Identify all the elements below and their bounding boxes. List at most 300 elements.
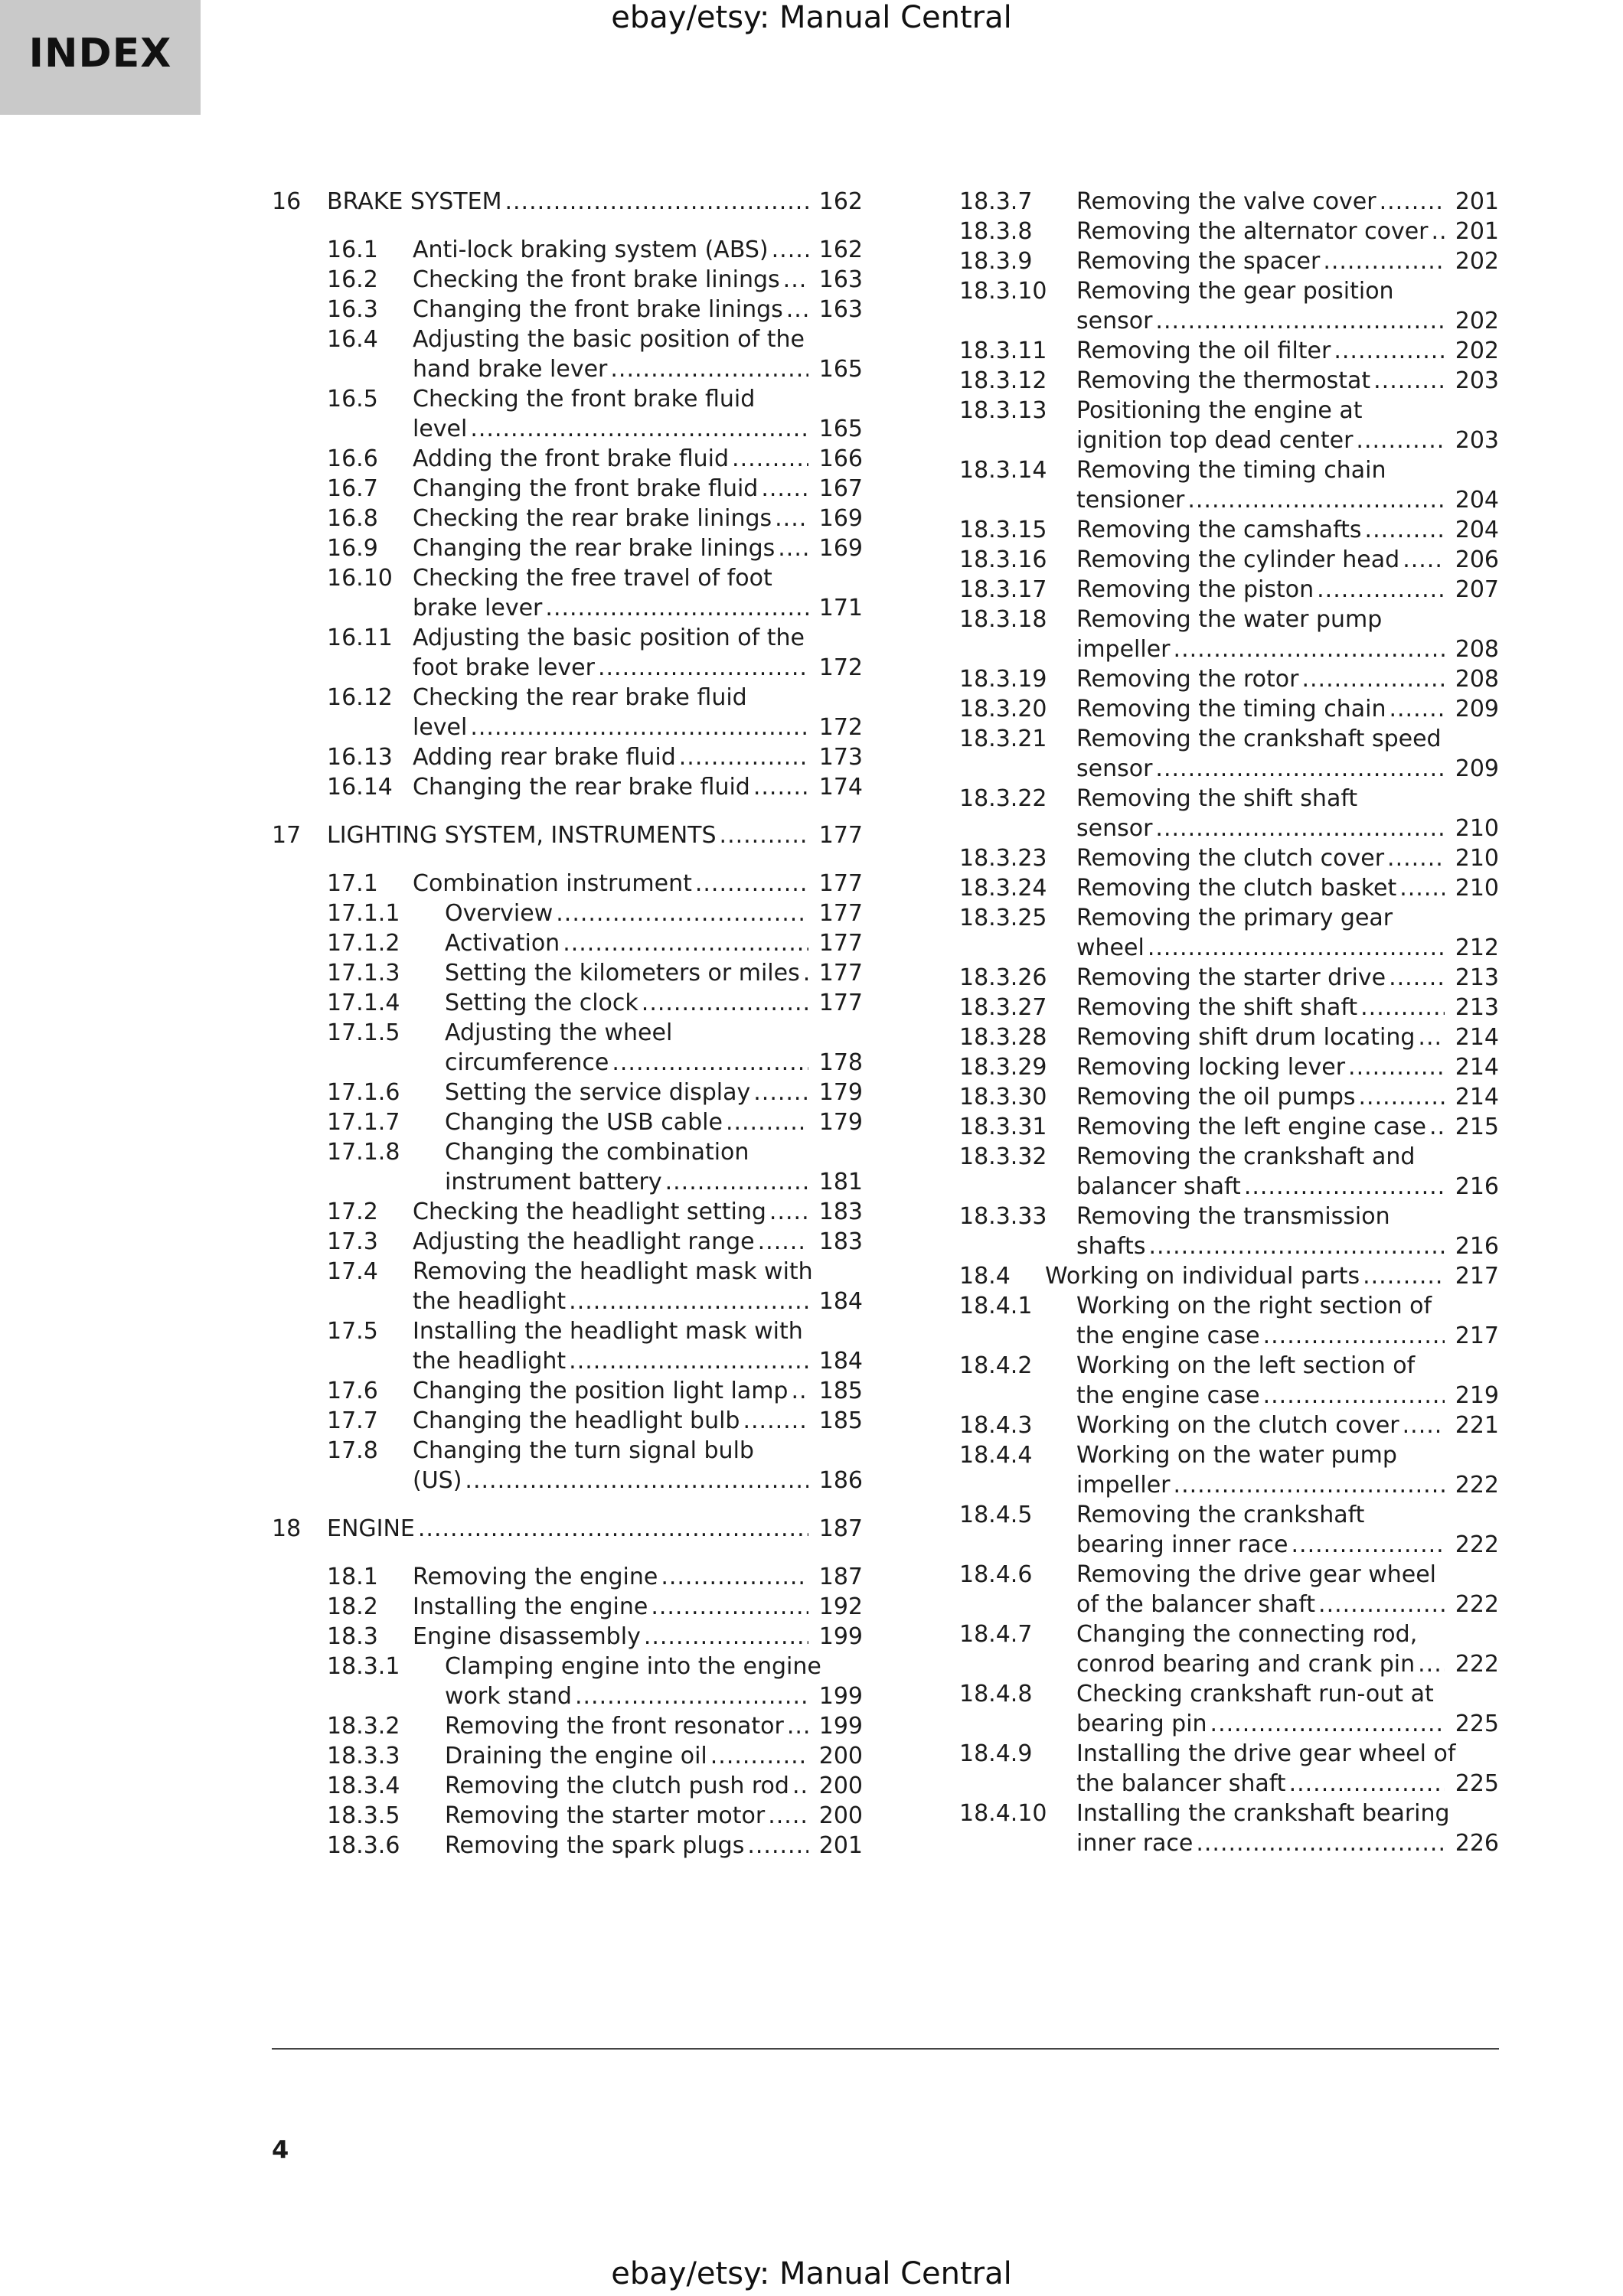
toc-entry[interactable] <box>272 1436 863 1495</box>
toc-entry-title: impeller <box>1076 636 1171 663</box>
toc-entry-title: Removing the thermostat <box>1076 367 1371 394</box>
toc-entry-number: 17.1 <box>327 870 378 897</box>
toc-entry-number: 17.1.5 <box>327 1019 400 1046</box>
toc-entry-title: Activation <box>445 930 560 957</box>
toc-entry-page: 214 <box>1455 1084 1499 1110</box>
toc-entry[interactable] <box>959 545 1499 575</box>
toc-entry-title: Adjusting the headlight range <box>413 1228 755 1255</box>
toc-entry-title: Removing the starter drive <box>1076 964 1386 991</box>
toc-entry-page: 167 <box>818 475 863 502</box>
toc-entry[interactable] <box>272 742 863 772</box>
toc-leader-dots <box>1389 694 1444 724</box>
toc-entry-number: 18.3.11 <box>959 338 1047 364</box>
toc-entry-title: the engine case <box>1076 1322 1260 1349</box>
toc-entry-page: 214 <box>1455 1054 1499 1081</box>
toc-entry-number: 18.4.9 <box>959 1740 1033 1767</box>
toc-leader-dots <box>710 1741 808 1771</box>
toc-entry-number: 18.3 <box>327 1623 378 1650</box>
toc-entry-page: 181 <box>818 1169 863 1195</box>
toc-entry-number: 18.1 <box>327 1564 378 1590</box>
toc-entry-title: brake lever <box>413 595 543 621</box>
toc-leader-dots <box>545 593 808 623</box>
toc-entry[interactable] <box>272 235 863 265</box>
toc-entry-title: Changing the turn signal bulb <box>413 1437 754 1464</box>
toc-entry[interactable] <box>959 1022 1499 1052</box>
toc-entry-title: Checking the front brake fluid <box>413 386 756 413</box>
toc-leader-dots <box>1317 575 1445 605</box>
toc-entry-title: Removing the clutch cover <box>1076 845 1385 872</box>
toc-entry[interactable] <box>272 325 863 384</box>
toc-entry[interactable] <box>959 1440 1499 1500</box>
toc-leader-dots <box>1418 1022 1444 1052</box>
toc-entry[interactable] <box>272 1831 863 1861</box>
toc-entry-title: Removing the timing chain <box>1076 457 1386 484</box>
toc-entry-title: Checking the headlight setting <box>413 1199 766 1225</box>
toc-leader-dots <box>1244 1172 1445 1202</box>
toc-entry-number: 18.3.23 <box>959 845 1047 872</box>
toc-entry-title: Installing the crankshaft bearing <box>1076 1800 1450 1827</box>
toc-entry-number: 18.3.5 <box>327 1802 400 1829</box>
toc-entry-number: 18.3.7 <box>959 188 1033 215</box>
toc-entry-title: bearing inner race <box>1076 1531 1288 1558</box>
toc-entry[interactable] <box>272 533 863 563</box>
toc-entry[interactable] <box>959 1082 1499 1112</box>
toc-leader-dots <box>1155 754 1444 784</box>
toc-entry-title: Changing the headlight bulb <box>413 1407 740 1434</box>
toc-entry[interactable] <box>272 504 863 533</box>
toc-entry-page: 174 <box>818 774 863 801</box>
toc-entry-title: Removing the spark plugs <box>445 1832 745 1859</box>
toc-entry-title: Removing the alternator cover <box>1076 218 1429 245</box>
toc-entry-number: 16.2 <box>327 266 378 293</box>
toc-entry[interactable] <box>959 963 1499 993</box>
toc-entry[interactable] <box>272 623 863 683</box>
toc-leader-dots <box>787 1711 808 1741</box>
toc-entry-title: circumference <box>445 1049 609 1076</box>
toc-entry-title: Removing the water pump <box>1076 606 1383 633</box>
toc-leader-dots <box>651 1592 808 1622</box>
toc-entry-page: 217 <box>1455 1263 1499 1290</box>
toc-entry[interactable] <box>959 336 1499 366</box>
toc-entry[interactable] <box>272 1227 863 1257</box>
toc-entry[interactable] <box>959 1411 1499 1440</box>
toc-entry[interactable] <box>272 928 863 958</box>
toc-entry-number: 17.4 <box>327 1258 378 1285</box>
toc-entry[interactable] <box>272 869 863 899</box>
toc-entry[interactable] <box>959 1619 1499 1679</box>
toc-entry-title: Adjusting the basic position of the <box>413 625 805 651</box>
toc-entry[interactable] <box>272 683 863 742</box>
toc-entry-number: 18.3.28 <box>959 1024 1047 1051</box>
toc-entry-number: 16.11 <box>327 625 393 651</box>
toc-leader-dots <box>1196 1828 1444 1858</box>
toc-entry-title: Removing the crankshaft <box>1076 1502 1365 1528</box>
toc-entry-page: 171 <box>818 595 863 621</box>
toc-entry[interactable] <box>959 784 1499 843</box>
toc-entry-page: 183 <box>818 1199 863 1225</box>
toc-entry[interactable] <box>272 1107 863 1137</box>
toc-entry-title: Removing the valve cover <box>1076 188 1376 215</box>
toc-entry-title: Working on individual parts <box>1045 1263 1360 1290</box>
toc-leader-dots <box>642 988 808 1018</box>
toc-entry-page: 187 <box>818 1515 863 1542</box>
toc-entry-title: Setting the clock <box>445 990 638 1016</box>
toc-entry-number: 18.3.31 <box>959 1114 1047 1140</box>
toc-entry[interactable] <box>959 575 1499 605</box>
toc-entry-title: Removing the drive gear wheel <box>1076 1561 1436 1588</box>
toc-entry-number: 18.4 <box>959 1263 1011 1290</box>
toc-entry[interactable] <box>959 903 1499 963</box>
toc-entry-page: 177 <box>818 900 863 927</box>
toc-leader-dots <box>769 1197 808 1227</box>
toc-entry-number: 17.6 <box>327 1378 378 1404</box>
toc-entry-number: 16.5 <box>327 386 378 413</box>
toc-entry-number: 16.10 <box>327 565 393 592</box>
toc-leader-dots <box>1323 246 1444 276</box>
toc-leader-dots <box>726 1107 808 1137</box>
toc-entry-title: Changing the position light lamp <box>413 1378 789 1404</box>
toc-entry[interactable] <box>272 899 863 928</box>
toc-entry-number: 18.3.15 <box>959 517 1047 543</box>
toc-entry-title: inner race <box>1076 1830 1194 1857</box>
toc-entry-number: 18.3.26 <box>959 964 1047 991</box>
toc-entry-page: 210 <box>1455 815 1499 842</box>
toc-entry-page: 203 <box>1455 367 1499 394</box>
toc-leader-dots <box>556 899 808 928</box>
toc-entry[interactable] <box>272 1741 863 1771</box>
toc-entry-page: 200 <box>818 1773 863 1799</box>
footer-watermark: ebay/etsy: Manual Central <box>611 2256 1012 2291</box>
toc-entry[interactable] <box>272 1376 863 1406</box>
toc-entry-title: sensor <box>1076 308 1153 334</box>
toc-entry-number: 17.1.8 <box>327 1139 400 1166</box>
toc-entry[interactable] <box>959 1560 1499 1619</box>
toc-entry-title: Removing the cylinder head <box>1076 546 1400 573</box>
toc-entry-title: the balancer shaft <box>1076 1770 1286 1797</box>
toc-leader-dots <box>732 444 808 474</box>
toc-entry-title: wheel <box>1076 934 1145 961</box>
toc-entry[interactable] <box>959 1351 1499 1411</box>
toc-entry[interactable] <box>959 873 1499 903</box>
toc-chapter-entry[interactable] <box>272 1514 863 1544</box>
toc-entry[interactable] <box>272 1801 863 1831</box>
toc-entry-number: 17.1.4 <box>327 990 400 1016</box>
toc-leader-dots <box>612 1048 808 1078</box>
toc-leader-dots <box>1363 1261 1445 1291</box>
toc-entry-number: 16.8 <box>327 505 378 532</box>
toc-entry-page: 200 <box>818 1743 863 1769</box>
toc-entry[interactable] <box>959 1112 1499 1142</box>
toc-entry-page: 202 <box>1455 338 1499 364</box>
toc-entry-page: 172 <box>818 714 863 741</box>
toc-entry-page: 185 <box>818 1378 863 1404</box>
toc-entry[interactable] <box>272 772 863 802</box>
toc-leader-dots <box>1373 366 1445 396</box>
toc-leader-dots <box>470 713 808 742</box>
toc-leader-dots <box>1359 1082 1445 1112</box>
toc-entry-title: Removing the oil pumps <box>1076 1084 1356 1110</box>
toc-entry[interactable] <box>959 1739 1499 1799</box>
toc-entry[interactable] <box>272 474 863 504</box>
toc-entry[interactable] <box>959 246 1499 276</box>
toc-chapter-entry[interactable] <box>272 187 863 217</box>
toc-entry[interactable] <box>959 1291 1499 1351</box>
toc-entry-number: 18.4.6 <box>959 1561 1033 1588</box>
toc-entry-title: work stand <box>445 1683 572 1710</box>
toc-leader-dots <box>1174 634 1445 664</box>
toc-entry-number: 17 <box>272 822 302 849</box>
toc-leader-dots <box>761 474 808 504</box>
toc-entry-number: 17.1.7 <box>327 1109 400 1136</box>
toc-entry[interactable] <box>959 455 1499 515</box>
toc-entry-number: 16.14 <box>327 774 393 801</box>
toc-entry[interactable] <box>959 515 1499 545</box>
toc-entry-page: 184 <box>818 1348 863 1375</box>
index-tab <box>0 0 201 115</box>
toc-leader-dots <box>772 235 808 265</box>
toc-entry-title: Removing the timing chain <box>1076 696 1386 722</box>
toc-chapter-entry[interactable] <box>272 820 863 850</box>
toc-entry-page: 225 <box>1455 1770 1499 1797</box>
toc-entry[interactable] <box>959 843 1499 873</box>
toc-leader-dots <box>1403 1411 1445 1440</box>
toc-entry-title: Checking the rear brake fluid <box>413 684 747 711</box>
toc-entry-number: 18.3.10 <box>959 278 1047 305</box>
toc-entry-number: 18.3.18 <box>959 606 1047 633</box>
toc-entry[interactable] <box>959 1500 1499 1560</box>
toc-entry[interactable] <box>959 724 1499 784</box>
toc-entry-number: 18.3.17 <box>959 576 1047 603</box>
toc-entry-title: Adding rear brake fluid <box>413 744 676 771</box>
toc-leader-dots <box>1292 1530 1445 1560</box>
toc-entry-page: 203 <box>1455 427 1499 454</box>
header-watermark: ebay/etsy: Manual Central <box>611 0 1012 35</box>
toc-entry-page: 179 <box>818 1109 863 1136</box>
toc-entry-title: Removing the left engine case <box>1076 1114 1426 1140</box>
toc-entry-number: 16.1 <box>327 236 378 263</box>
toc-leader-dots <box>753 1078 808 1107</box>
toc-entry[interactable] <box>959 366 1499 396</box>
toc-entry[interactable] <box>272 1711 863 1741</box>
toc-entry-title: impeller <box>1076 1472 1171 1499</box>
toc-entry[interactable] <box>959 1052 1499 1082</box>
toc-entry-title: Working on the water pump <box>1076 1442 1397 1469</box>
toc-entry-title: tensioner <box>1076 487 1185 514</box>
toc-entry[interactable] <box>272 295 863 325</box>
toc-leader-dots <box>1360 993 1445 1022</box>
toc-entry-page: 222 <box>1455 1651 1499 1678</box>
toc-entry-number: 18.3.22 <box>959 785 1047 812</box>
toc-entry-title: Checking the free travel of foot <box>413 565 772 592</box>
toc-entry-title: Anti-lock braking system (ABS) <box>413 236 769 263</box>
toc-entry[interactable] <box>959 664 1499 694</box>
toc-entry[interactable] <box>272 958 863 988</box>
toc-leader-dots <box>778 533 808 563</box>
toc-leader-dots <box>1380 187 1445 217</box>
toc-leader-dots <box>598 653 808 683</box>
toc-entry-title: Removing the gear position <box>1076 278 1394 305</box>
toc-entry[interactable] <box>272 444 863 474</box>
toc-leader-dots <box>803 958 808 988</box>
toc-entry[interactable] <box>272 384 863 444</box>
toc-entry-title: of the balancer shaft <box>1076 1591 1316 1618</box>
toc-entry-number: 18.4.5 <box>959 1502 1033 1528</box>
toc-entry-page: 200 <box>818 1802 863 1829</box>
toc-leader-dots <box>747 1831 808 1861</box>
toc-entry-page: 208 <box>1455 636 1499 663</box>
toc-entry-page: 222 <box>1455 1531 1499 1558</box>
toc-entry-title: Adjusting the basic position of the <box>413 326 805 353</box>
toc-entry[interactable] <box>959 993 1499 1022</box>
toc-entry[interactable] <box>959 1142 1499 1202</box>
toc-entry-number: 17.2 <box>327 1199 378 1225</box>
toc-entry-number: 17.7 <box>327 1407 378 1434</box>
toc-leader-dots <box>783 265 808 295</box>
toc-entry-page: 214 <box>1455 1024 1499 1051</box>
toc-entry[interactable] <box>272 1137 863 1197</box>
page-number: 4 <box>272 2135 289 2164</box>
index-tab-label: INDEX <box>28 31 172 77</box>
toc-leader-dots <box>1418 1649 1445 1679</box>
toc-leader-dots <box>775 504 808 533</box>
toc-entry-number: 17.1.1 <box>327 900 400 927</box>
toc-entry[interactable] <box>272 988 863 1018</box>
toc-entry-page: 210 <box>1455 845 1499 872</box>
toc-entry-title: instrument battery <box>445 1169 662 1195</box>
toc-entry-number: 16.4 <box>327 326 378 353</box>
toc-entry[interactable] <box>272 1316 863 1376</box>
toc-entry-page: 179 <box>818 1079 863 1106</box>
toc-entry[interactable] <box>959 396 1499 455</box>
toc-entry-page: 186 <box>818 1467 863 1494</box>
toc-entry-title: Removing the headlight mask with <box>413 1258 813 1285</box>
toc-leader-dots <box>569 1346 808 1376</box>
toc-leader-dots <box>720 820 808 850</box>
toc-entry-number: 18.3.6 <box>327 1832 400 1859</box>
toc-entry[interactable] <box>272 1592 863 1622</box>
toc-entry[interactable] <box>272 1771 863 1801</box>
toc-entry-page: 177 <box>818 822 863 849</box>
toc-entry[interactable] <box>959 217 1499 246</box>
toc-entry-title: Removing shift drum locating <box>1076 1024 1416 1051</box>
toc-entry[interactable] <box>959 1679 1499 1739</box>
toc-entry-page: 204 <box>1455 517 1499 543</box>
toc-entry[interactable] <box>272 1078 863 1107</box>
toc-entry-title: hand brake lever <box>413 356 608 383</box>
toc-entry-page: 225 <box>1455 1711 1499 1737</box>
toc-entry[interactable] <box>959 187 1499 217</box>
toc-entry-title: Removing the spacer <box>1076 248 1321 275</box>
toc-entry[interactable] <box>272 1622 863 1652</box>
toc-entry-number: 18.3.16 <box>959 546 1047 573</box>
toc-leader-dots <box>1174 1470 1445 1500</box>
toc-entry-number: 18.3.24 <box>959 875 1047 902</box>
toc-entry[interactable] <box>272 1406 863 1436</box>
toc-entry-title: Changing the USB cable <box>445 1109 723 1136</box>
toc-entry-page: 226 <box>1455 1830 1499 1857</box>
toc-entry-page: 222 <box>1455 1472 1499 1499</box>
toc-entry-title: shafts <box>1076 1233 1146 1260</box>
toc-entry-page: 177 <box>818 930 863 957</box>
toc-entry-number: 18.3.20 <box>959 696 1047 722</box>
toc-entry-page: 201 <box>818 1832 863 1859</box>
toc-entry-page: 177 <box>818 960 863 987</box>
toc-leader-dots <box>758 1227 808 1257</box>
toc-leader-dots <box>610 354 808 384</box>
toc-entry-title: Changing the rear brake fluid <box>413 774 750 801</box>
toc-entry[interactable] <box>959 1799 1499 1858</box>
toc-entry[interactable] <box>959 605 1499 664</box>
toc-entry-title: foot brake lever <box>413 654 595 681</box>
toc-entry-title: Removing the crankshaft and <box>1076 1143 1416 1170</box>
toc-entry-number: 18.4.1 <box>959 1293 1033 1319</box>
toc-entry-number: 17.1.2 <box>327 930 400 957</box>
toc-leader-dots <box>1263 1321 1445 1351</box>
toc-leader-dots <box>1148 933 1445 963</box>
toc-entry[interactable] <box>959 1202 1499 1261</box>
toc-entry-title: sensor <box>1076 815 1153 842</box>
toc-entry-title: Removing the primary gear <box>1076 905 1393 931</box>
toc-entry-title: Removing the front resonator <box>445 1713 784 1740</box>
toc-entry[interactable] <box>959 1261 1499 1291</box>
toc-entry-page: 184 <box>818 1288 863 1315</box>
toc-entry-number: 18.4.7 <box>959 1621 1033 1648</box>
toc-leader-dots <box>743 1406 808 1436</box>
toc-entry-page: 212 <box>1455 934 1499 961</box>
toc-entry[interactable] <box>272 563 863 623</box>
toc-entry-title: Adding the front brake fluid <box>413 445 730 472</box>
toc-entry-title: ENGINE <box>327 1515 415 1542</box>
toc-entry-page: 172 <box>818 654 863 681</box>
toc-leader-dots <box>1155 814 1444 843</box>
toc-entry-number: 18.3.27 <box>959 994 1047 1021</box>
toc-leader-dots <box>418 1514 808 1544</box>
toc-entry[interactable] <box>272 1562 863 1592</box>
toc-leader-dots <box>1289 1769 1445 1799</box>
toc-entry[interactable] <box>272 265 863 295</box>
toc-entry[interactable] <box>959 694 1499 724</box>
toc-entry-page: 213 <box>1455 964 1499 991</box>
toc-entry-title: Installing the drive gear wheel of <box>1076 1740 1456 1767</box>
toc-entry-title: Removing the piston <box>1076 576 1314 603</box>
toc-entry-page: 165 <box>818 356 863 383</box>
toc-entry-title: BRAKE SYSTEM <box>327 188 502 215</box>
toc-entry-page: 222 <box>1455 1591 1499 1618</box>
toc-entry-title: Removing the clutch basket <box>1076 875 1397 902</box>
toc-entry-number: 17.5 <box>327 1318 378 1345</box>
toc-entry-title: Changing the rear brake linings <box>413 535 776 562</box>
toc-leader-dots <box>1348 1052 1445 1082</box>
toc-entry-page: 207 <box>1455 576 1499 603</box>
toc-entry-page: 177 <box>818 870 863 897</box>
toc-entry-number: 18.4.4 <box>959 1442 1033 1469</box>
toc-entry-number: 17.3 <box>327 1228 378 1255</box>
toc-leader-dots <box>1318 1590 1445 1619</box>
toc-entry-title: Setting the kilometers or miles <box>445 960 800 987</box>
toc-entry[interactable] <box>272 1652 863 1711</box>
toc-entry-number: 18.3.21 <box>959 726 1047 752</box>
toc-entry[interactable] <box>959 276 1499 336</box>
toc-entry-page: 162 <box>818 236 863 263</box>
toc-entry-number: 16.9 <box>327 535 378 562</box>
toc-entry-page: 209 <box>1455 696 1499 722</box>
toc-entry[interactable] <box>272 1197 863 1227</box>
toc-entry[interactable] <box>272 1257 863 1316</box>
toc-entry-title: Removing the crankshaft speed <box>1076 726 1442 752</box>
toc-leader-dots <box>1187 485 1444 515</box>
toc-entry[interactable] <box>272 1018 863 1078</box>
toc-entry-page: 177 <box>818 990 863 1016</box>
